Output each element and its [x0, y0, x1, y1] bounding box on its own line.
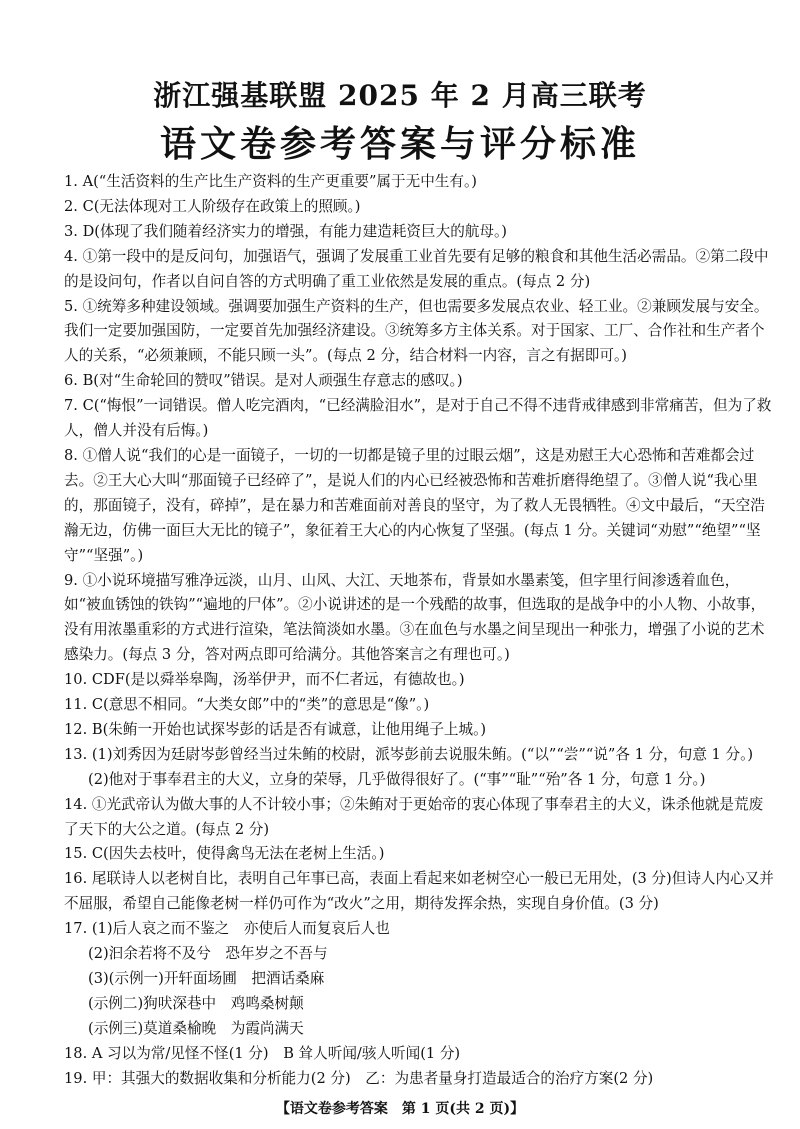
- answer-item-4: 4. ①第一段中的是反问句，加强语气，强调了发展重工业首先要有足够的粮食和其他生活必需品。②第二段中的是设问句，作者以自问自答的方式明确了重工业依然是发展的重点。(每点 2 分): [64, 247, 769, 290]
- answer-item-10: 10. CDF(是以舜举皋陶，汤举伊尹，而不仁者远，有德故也。): [64, 671, 465, 689]
- answer-item-18: 18. A 习以为常/见怪不怪(1 分) B 耸人听闻/骇人听闻(1 分): [64, 1044, 461, 1062]
- answer-list: [64, 170, 774, 1092]
- page-footer: 【语文卷参考答案 第 1 页(共 2 页)】: [275, 1101, 525, 1117]
- answer-item-17-4: (示例二)狗吠深巷中 鸡鸣桑树颠: [88, 994, 304, 1012]
- answer-item-11: 11. C(意思不相同。“大类女郎”中的“类”的意思是“像”。): [64, 696, 430, 714]
- answer-item-16: 16. 尾联诗人以老树自比，表明自己年事已高，表面上看起来如老树空心一般已无用处，(3 分)但诗人内心又并不屈服，希望自己能像老树一样仍可作为“改火”之用，期待发挥余热，实现自身价值。(3 分): [64, 870, 774, 913]
- answer-item-15: 15. C(因失去枝叶，使得禽鸟无法在老树上生活。): [64, 845, 385, 863]
- answer-item-3: 3. D(体现了我们随着经济实力的增强，有能力建造耗资巨大的航母。): [64, 222, 507, 240]
- answer-item-17-1: 17. (1)后人哀之而不鉴之 亦使后人而复哀后人也: [64, 920, 390, 938]
- answer-item-8: 8. ①僧人说“我们的心是一面镜子，一切的一切都是镜子里的过眼云烟”，这是劝慰王大心恐怖和苦难都会过去。②王大心大叫“那面镜子已经碎了”，是说人们的内心已经被恐怖和苦难折磨得绝望了。③僧人说“我心里的，那面镜子，没有，碎掉”，是在暴力和苦难面前对善良的坚守，为了救人无畏牺牲。④文中最后，“天空浩瀚无边，仿佛一面巨大无比的镜子”，象征着王大心的内心恢复了坚强。(每点 1 分。关键词“劝慰”“绝望”“坚守”“坚强”。): [64, 446, 765, 564]
- answer-item-17-5: (示例三)莫道桑榆晚 为霞尚满天: [88, 1019, 304, 1037]
- answer-item-19: 19. 甲：其强大的数据收集和分析能力(2 分) 乙：为患者量身打造最适合的治疗方案(2 分): [64, 1069, 654, 1087]
- answer-item-2: 2. C(无法体现对工人阶级存在政策上的照顾。): [64, 197, 361, 215]
- answer-item-7: 7. C(“悔恨”一词错误。僧人吃完酒肉，“已经满脸泪水”，是对于自己不得不违背戒律感到非常痛苦，但为了救人，僧人并没有后悔。): [64, 397, 772, 440]
- answer-item-13-2: (2)他对于事奉君主的大义，立身的荣辱，几乎做得很好了。(“事”“耻”“殆”各 1 分，句意 1 分。): [88, 770, 706, 788]
- answer-item-13-1: 13. (1)刘秀因为廷尉岑彭曾经当过朱鲔的校尉，派岑彭前去说服朱鲔。(“以”“尝”“说”各 1 分，句意 1 分。): [64, 745, 754, 763]
- answer-item-5: 5. ①统筹多种建设领域。强调要加强生产资料的生产，但也需要多发展点农业、轻工业。②兼顾发展与安全。我们一定要加强国防，一定要首先加强经济建设。③统筹多方主体关系。对于国家、工厂、合作社和生产者个人的关系，“必须兼顾，不能只顾一头”。(每点 2 分，结合材料一内容，言之有据即可。): [64, 297, 769, 365]
- page-title: 浙江强基联盟 2025 年 2 月高三联考: [153, 79, 647, 112]
- answer-item-1: 1. A(“生活资料的生产比生产资料的生产更重要”属于无中生有。): [64, 173, 477, 190]
- answer-item-17-3: (3)(示例一)开轩面场圃 把酒话桑麻: [88, 970, 325, 987]
- answer-item-12: 12. B(朱鲔一开始也试探岑彭的话是否有诚意，让他用绳子上城。): [64, 720, 487, 738]
- answer-item-6: 6. B(对“生命轮回的赞叹”错误。是对人顽强生存意志的感叹。): [64, 372, 463, 390]
- answer-item-14: 14. ①光武帝认为做大事的人不计较小事；②朱鲔对于更始帝的衷心体现了事奉君主的大义，诛杀他就是荒废了天下的大公之道。(每点 2 分): [64, 795, 764, 838]
- answer-item-17-2: (2)汩余若将不及兮 恐年岁之不吾与: [88, 945, 328, 963]
- page-subtitle: 语文卷参考答案与评分标准: [159, 123, 640, 165]
- answer-item-9: 9. ①小说环境描写雅净远淡，山月、山风、大江、天地茶布，背景如水墨素笺，但字里行间渗透着血色，如“被血锈蚀的铁钩”“遍地的尸体”。②小说讲述的是一个残酷的故事，但选取的是战争中的小人物、小故事，没有用浓墨重彩的方式进行渲染，笔法简淡如水墨。③在血色与水墨之间呈现出一种张力，增强了小说的艺术感染力。(每点 3 分，答对两点即可给满分。其他答案言之有理也可。): [64, 571, 766, 664]
